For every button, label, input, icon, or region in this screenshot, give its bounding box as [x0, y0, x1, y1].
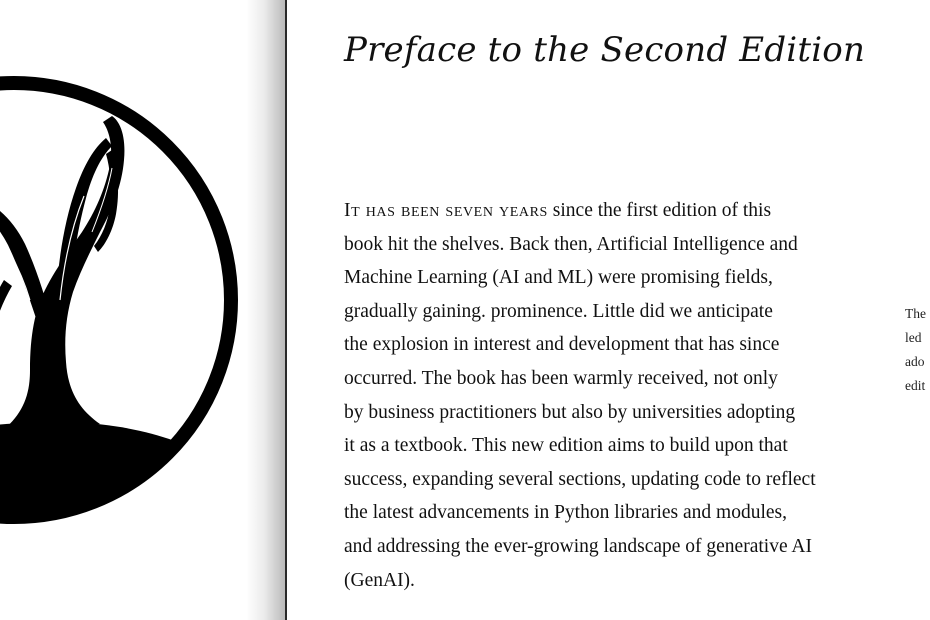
margin-note-line-3: ado — [905, 354, 925, 369]
line-text: since the first edition of this — [552, 200, 772, 221]
paragraph-line-4: gradually gaining. prominence. Little did we anticipate — [344, 300, 773, 322]
paragraph-line-10: the latest advancements in Python libraries and modules, — [344, 502, 787, 524]
paragraph-line-1 — [344, 194, 884, 228]
lead-in-smallcaps: It has been seven years — [344, 200, 548, 221]
preface-paragraph — [344, 194, 884, 597]
paragraph-line-6: occurred. The book has been warmly received, not only — [344, 367, 778, 389]
paragraph-line-12: (GenAI). — [344, 569, 415, 591]
right-page — [287, 0, 930, 620]
page-title: Preface to the Second Edition — [344, 30, 866, 70]
margin-note-line-4: edit — [905, 378, 926, 393]
paragraph-line-7: by business practitioners but also by universities adopting — [344, 401, 796, 423]
paragraph-line-5: the explosion in interest and development that has since — [344, 334, 780, 356]
gutter-shadow — [246, 0, 286, 620]
paragraph-line-8: it as a textbook. This new edition aims to build upon that — [344, 435, 788, 457]
left-page — [0, 0, 286, 620]
antler-circle-emblem-icon — [0, 0, 286, 620]
margin-note-line-1: The — [905, 306, 926, 321]
margin-note-line-2: led — [905, 330, 922, 345]
paragraph-line-11: and addressing the ever-growing landscape of generative AI — [344, 535, 812, 557]
margin-note — [905, 302, 930, 398]
paragraph-line-3: Machine Learning (AI and ML) were promising fields, — [344, 267, 773, 289]
paragraph-line-2: book hit the shelves. Back then, Artificial Intelligence and — [344, 233, 798, 255]
paragraph-line-9: success, expanding several sections, updating code to reflect — [344, 468, 816, 490]
